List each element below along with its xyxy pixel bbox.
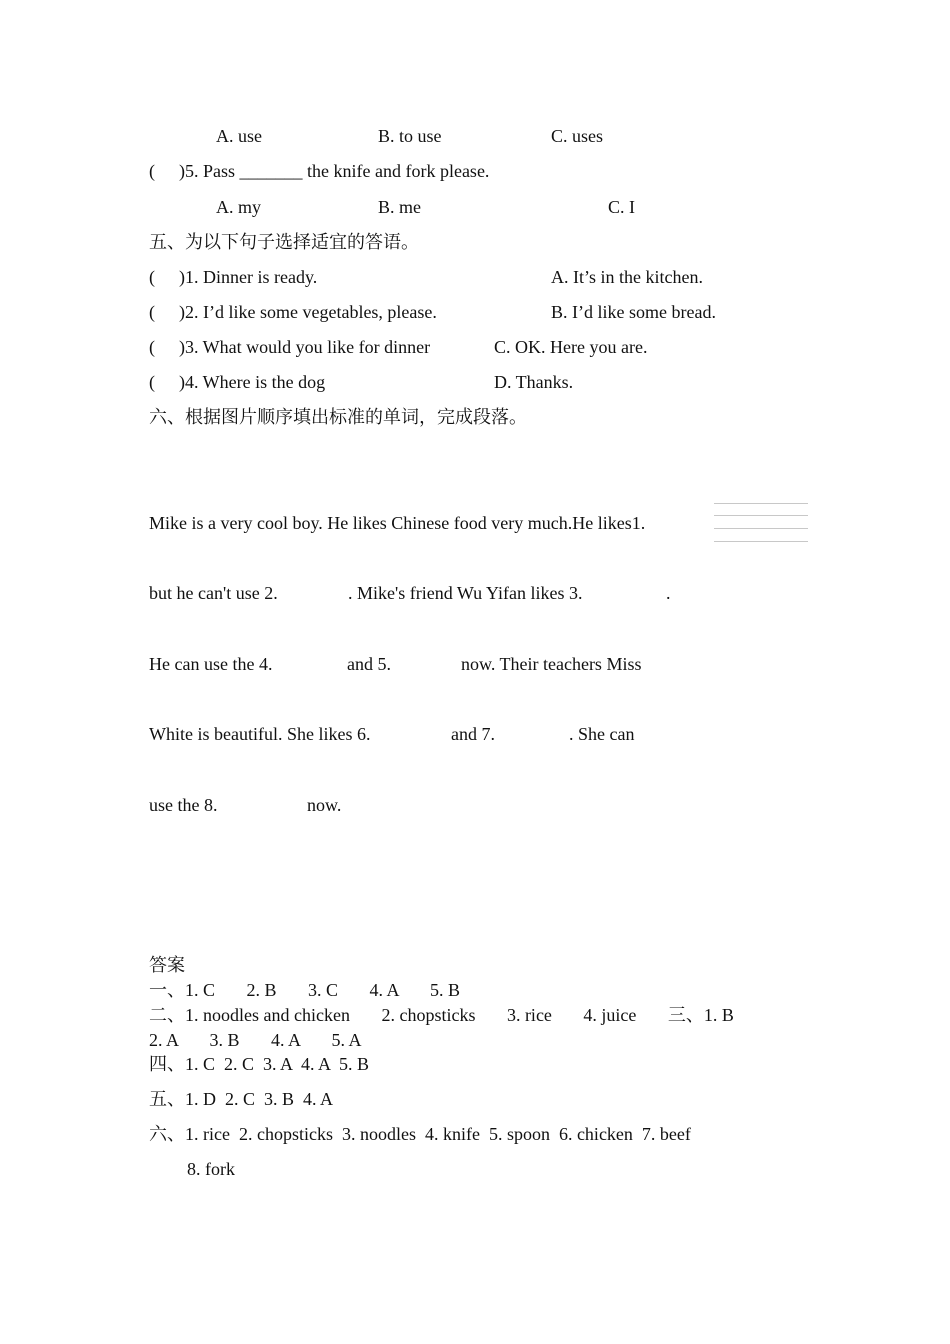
response-option: A. It’s in the kitchen. [551,267,703,287]
answers-title: 答案 [149,955,185,975]
paragraph-text: and 7. [451,724,495,744]
option-a: A. my [216,197,261,217]
paragraph-text: use the 8. [149,795,218,815]
answer-paren[interactable]: ( [149,302,155,322]
response-option: D. Thanks. [494,372,574,392]
option-a: A. use [216,126,262,146]
answer-paren[interactable]: ( [149,337,155,357]
section-5-heading: 五、为以下句子选择适宜的答语。 [149,232,419,252]
answer-paren[interactable]: ( [149,161,155,181]
paragraph-text: now. [307,795,342,815]
paragraph-text: now. Their teachers Miss [461,654,642,674]
paragraph-text: White is beautiful. She likes 6. [149,724,371,744]
option-c: C. I [608,197,635,217]
answer-line: 六、1. rice 2. chopsticks 3. noodles 4. knife 5. spoon 6. chicken 7. beef [149,1124,691,1144]
question-text: )1. Dinner is ready. [179,267,318,287]
paragraph-text: . Mike's friend Wu Yifan likes 3. [348,583,583,603]
answer-line: 2. A 3. B 4. A 5. A [149,1030,362,1050]
paragraph-text: but he can't use 2. [149,583,278,603]
answer-paren[interactable]: ( [149,372,155,392]
section-6-heading: 六、根据图片顺序填出标准的单词，完成段落。 [149,407,527,427]
answer-line: 四、1. C 2. C 3. A 4. A 5. B [149,1054,370,1074]
option-b: B. me [378,197,421,217]
option-b: B. to use [378,126,442,146]
answer-line: 一、1. C 2. B 3. C 4. A 5. B [149,980,461,1000]
question-text: )2. I’d like some vegetables, please. [179,302,437,322]
answer-line: 二、1. noodles and chicken 2. chopsticks 3. rice 4. juice 三、1. B [149,1005,734,1025]
option-c: C. uses [551,126,604,146]
paragraph-text: He can use the 4. [149,654,273,674]
paragraph-line-1: Mike is a very cool boy. He likes Chinese food very much.He likes1. [149,513,646,533]
question-text: )4. Where is the dog [179,372,326,392]
answer-line: 8. fork [187,1159,235,1179]
question-text: )3. What would you like for dinner [179,337,431,357]
response-option: B. I’d like some bread. [551,302,716,322]
paragraph-text: . She can [569,724,635,744]
response-option: C. OK. Here you are. [494,337,648,357]
answer-line: 五、1. D 2. C 3. B 4. A [149,1089,334,1109]
paragraph-text: . [666,583,671,603]
paragraph-text: and 5. [347,654,391,674]
question-text: )5. Pass _______ the knife and fork please. [179,161,490,181]
answer-paren[interactable]: ( [149,267,155,287]
